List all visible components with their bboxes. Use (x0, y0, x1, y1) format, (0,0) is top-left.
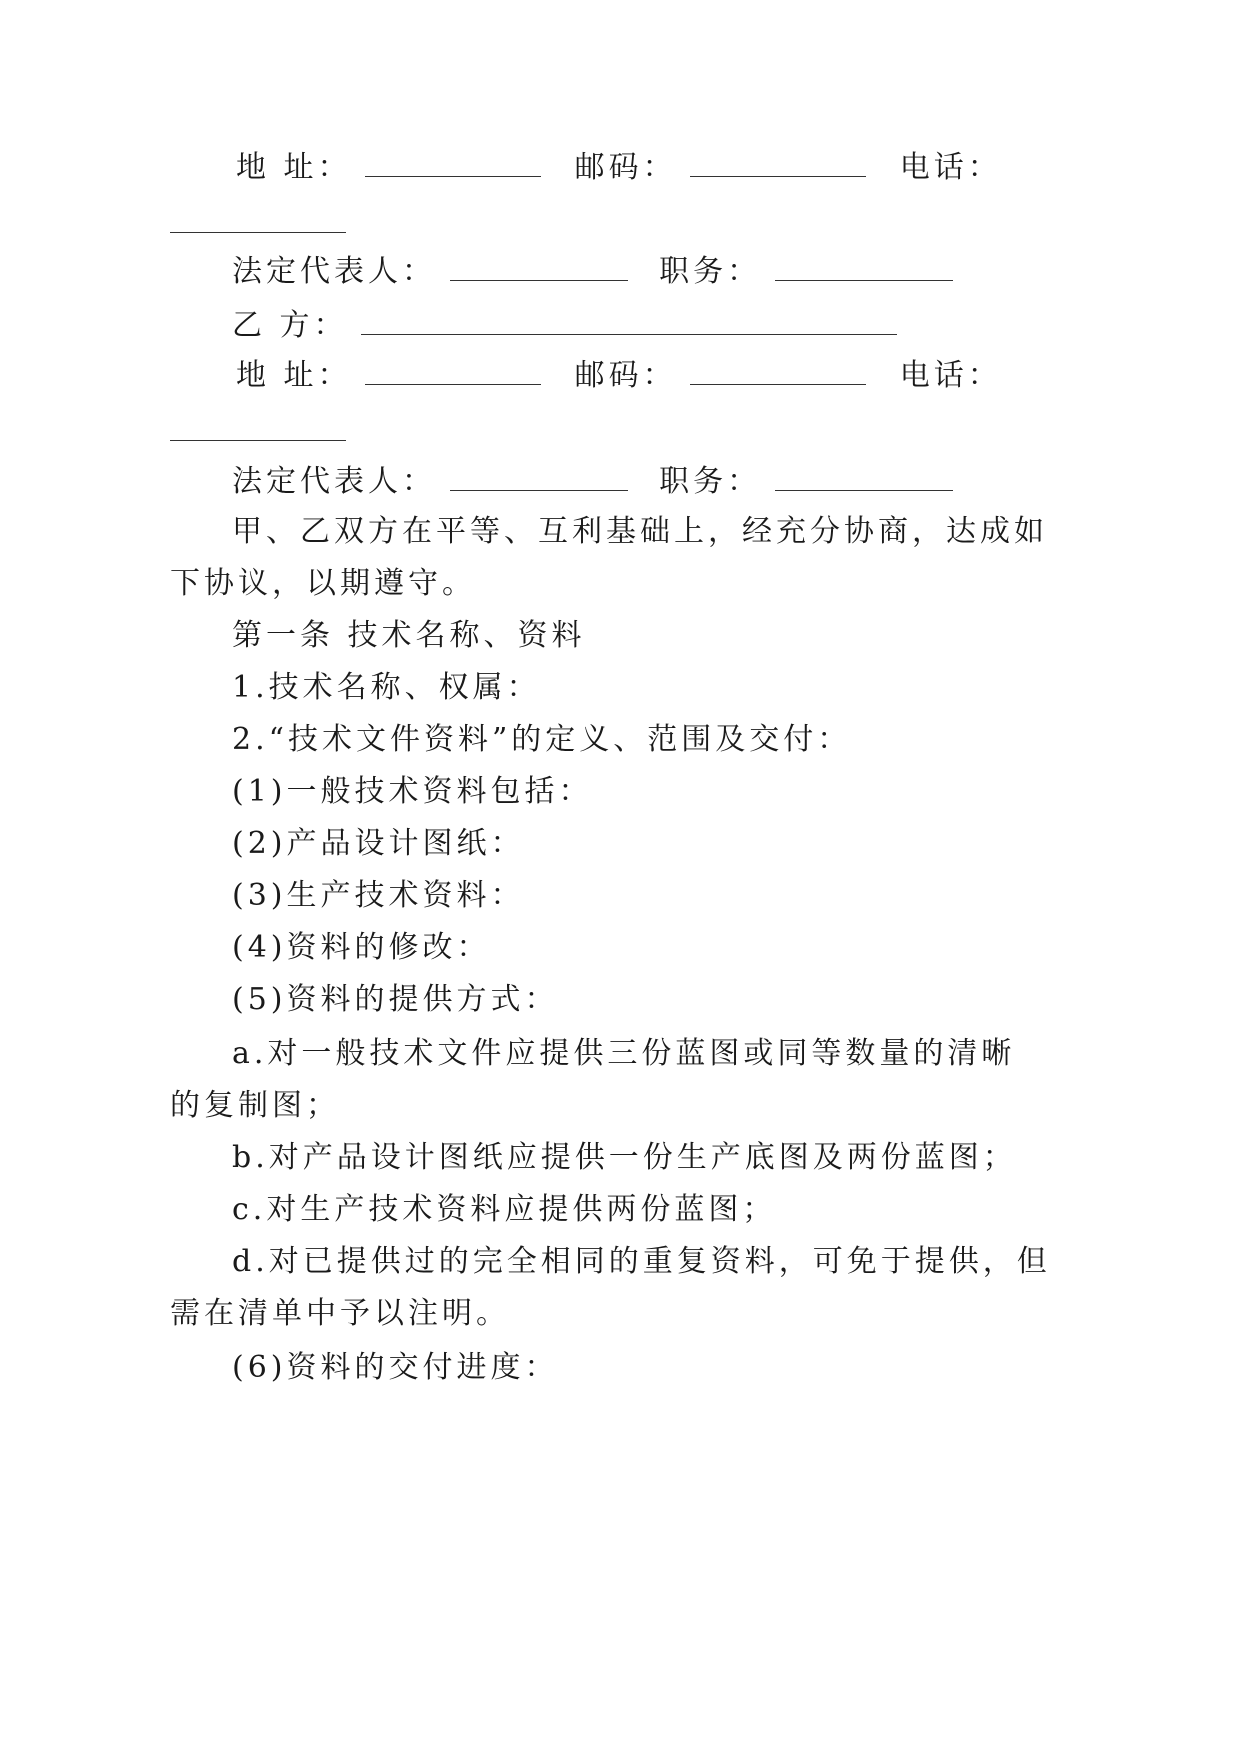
sub-item-6: (6)资料的交付进度： (232, 1350, 559, 1385)
zipcode-label: 邮码： (574, 358, 677, 393)
sub-item-4: (4)资料的修改： (232, 930, 491, 965)
party-b-rep-row (232, 462, 953, 502)
sub-item-3: (3)生产技术资料： (232, 878, 525, 913)
item-2: 2.“技术文件资料”的定义、范围及交付： (232, 722, 852, 757)
position-blank (775, 464, 953, 491)
party-b-phone-blank-row (170, 412, 346, 452)
article-1-title: 第一条 技术名称、资料 (232, 618, 586, 653)
clause-d-line-1: d.对已提供过的完全相同的重复资料，可免于提供，但 (232, 1244, 1051, 1279)
intro-line-2: 下协议，以期遵守。 (170, 566, 476, 601)
clause-b: b.对产品设计图纸应提供一份生产底图及两份蓝图； (232, 1140, 1017, 1175)
legal-rep-blank (450, 254, 628, 281)
party-a-rep-row (232, 252, 953, 292)
intro-line-1: 甲、乙双方在平等、互利基础上，经充分协商，达成如 (232, 514, 1048, 549)
clause-a-line-2: 的复制图； (170, 1088, 340, 1123)
clause-a-line-1: a.对一般技术文件应提供三份蓝图或同等数量的清晰 (232, 1036, 1016, 1071)
party-b-address-row (236, 356, 1002, 396)
legal-rep-blank (450, 464, 628, 491)
address-blank (365, 358, 541, 385)
sub-item-1: (1)一般技术资料包括： (232, 774, 593, 809)
clause-c: c.对生产技术资料应提供两份蓝图； (232, 1192, 777, 1227)
zipcode-label: 邮码： (574, 150, 677, 185)
item-1: 1.技术名称、权属： (232, 670, 541, 705)
party-b-blank (361, 308, 897, 335)
position-label: 职务： (659, 464, 762, 499)
party-b-row (232, 306, 897, 346)
legal-rep-label: 法定代表人： (232, 254, 436, 289)
legal-rep-label: 法定代表人： (232, 464, 436, 499)
zipcode-blank (690, 150, 866, 177)
phone-blank (170, 414, 346, 441)
position-label: 职务： (659, 254, 762, 289)
phone-label: 电话： (899, 358, 1002, 393)
phone-label: 电话： (899, 150, 1002, 185)
party-a-phone-blank-row (170, 204, 346, 244)
address-blank (365, 150, 541, 177)
party-b-label: 乙 方： (232, 308, 348, 343)
sub-item-5: (5)资料的提供方式： (232, 982, 559, 1017)
phone-blank (170, 206, 346, 233)
clause-d-line-2: 需在清单中予以注明。 (170, 1296, 510, 1331)
sub-item-2: (2)产品设计图纸： (232, 826, 525, 861)
address-label: 地 址： (236, 358, 352, 393)
party-a-address-row (236, 148, 1002, 188)
address-label: 地 址： (236, 150, 352, 185)
position-blank (775, 254, 953, 281)
zipcode-blank (690, 358, 866, 385)
